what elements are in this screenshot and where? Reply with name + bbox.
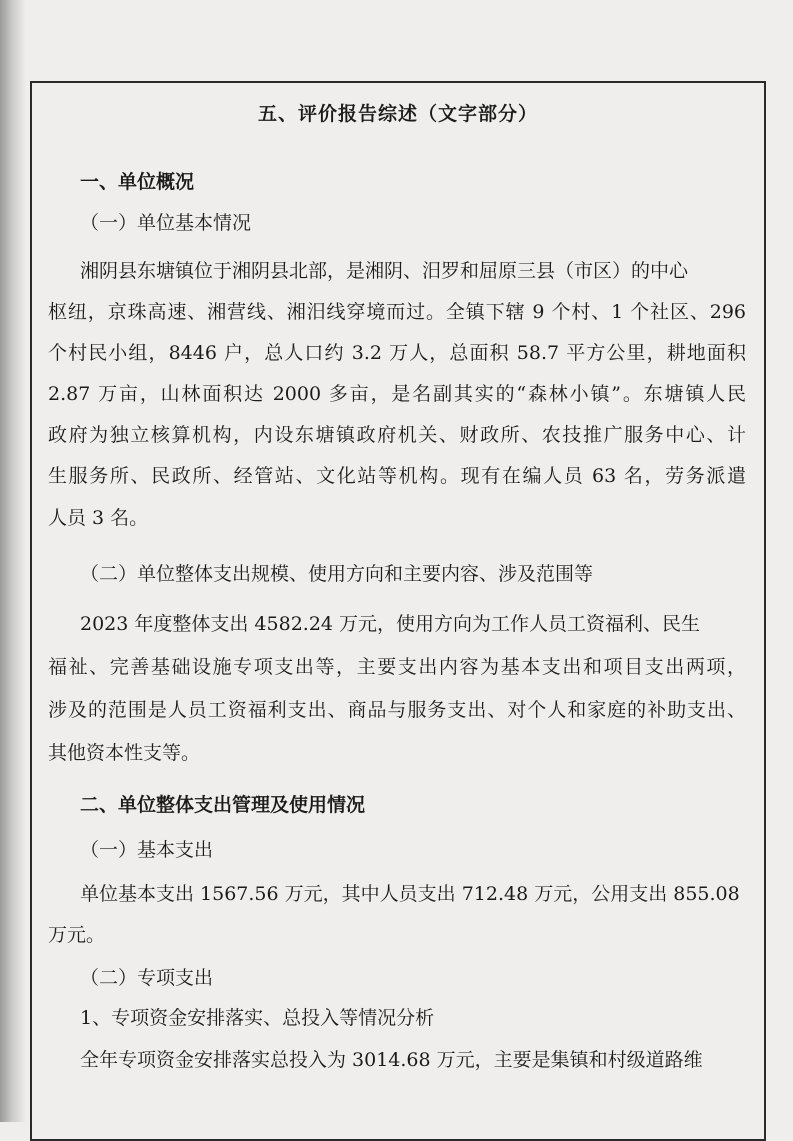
para2-line-1: 2023 年度整体支出 4582.24 万元，使用方向为工作人员工资福利、民生 — [80, 613, 701, 635]
para2-line-2: 福祉、完善基础设施专项支出等，主要支出内容为基本支出和项目支出两项， — [48, 656, 746, 678]
para1-line-7: 人员 3 名。 — [48, 507, 149, 529]
section1-heading: 一、单位概况 — [80, 171, 195, 193]
para1-line-5: 政府为独立核算机构，内设东塘镇政府机关、财政所、农技推广服务中心、计 — [48, 424, 746, 446]
para1-line-4: 2.87 万亩，山林面积达 2000 多亩，是名副其实的“森林小镇”。东塘镇人民 — [48, 383, 746, 405]
para1-line-6: 生服务所、民政所、经管站、文化站等机构。现有在编人员 63 名，劳务派遣 — [48, 465, 746, 487]
para3-line-1: 单位基本支出 1567.56 万元，其中人员支出 712.48 万元，公用支出 855.08 — [80, 883, 740, 905]
para1-line-3: 个村民小组，8446 户，总人口约 3.2 万人，总面积 58.7 平方公里，耕地面积 — [48, 342, 746, 364]
para3-line-2: 万元。 — [48, 924, 106, 946]
item1-heading: 1、专项资金安排落实、总投入等情况分析 — [80, 1007, 435, 1029]
scan-edge-shadow — [0, 0, 26, 1122]
para1-line-2: 枢纽，京珠高速、湘营线、湘汨线穿境而过。全镇下辖 9 个村、1 个社区、296 — [48, 301, 746, 323]
para2-line-3: 涉及的范围是人员工资福利支出、商品与服务支出、对个人和家庭的补助支出、 — [48, 699, 746, 721]
page-title: 五、评价报告综述（文字部分） — [257, 103, 538, 125]
para4-line-1: 全年专项资金安排落实总投入为 3014.68 万元，主要是集镇和村级道路维 — [80, 1049, 703, 1071]
sub2-heading: （二）单位整体支出规模、使用方向和主要内容、涉及范围等 — [80, 563, 594, 585]
para2-line-4: 其他资本性支等。 — [48, 742, 201, 764]
sub1-heading: （一）单位基本情况 — [80, 212, 252, 234]
sub3-heading: （一）基本支出 — [80, 839, 214, 861]
document-frame — [30, 81, 766, 1141]
section2-heading: 二、单位整体支出管理及使用情况 — [80, 794, 366, 816]
para1-line-1: 湘阴县东塘镇位于湘阴县北部，是湘阴、汨罗和屈原三县（市区）的中心 — [80, 260, 689, 282]
sub4-heading: （二）专项支出 — [80, 967, 214, 989]
